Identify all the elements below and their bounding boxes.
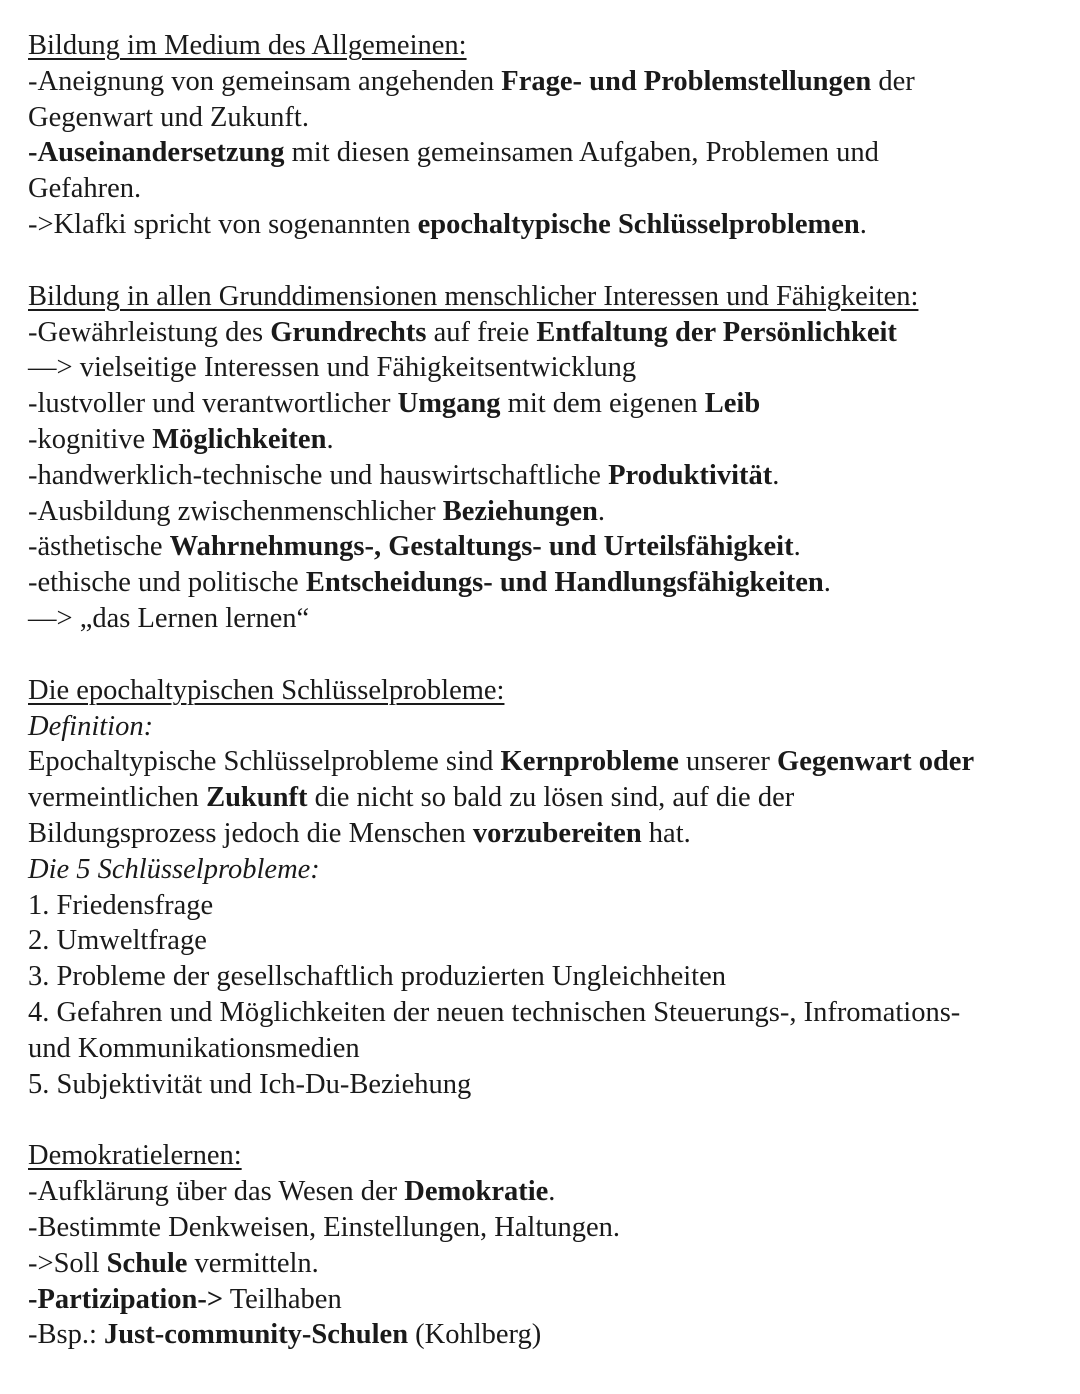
text-line: [28, 565, 1060, 601]
bold-term: Gegenwart oder: [777, 746, 975, 778]
text-line: [28, 1210, 1060, 1246]
text-line: [28, 601, 1060, 637]
text-segment: und Kommunikationsmedien: [28, 1032, 360, 1064]
text-segment: ->Soll: [28, 1247, 107, 1279]
text-line: [28, 959, 1060, 995]
text-segment: hat.: [641, 817, 691, 849]
text-segment: -Bsp.:: [28, 1319, 105, 1351]
bold-term: Entscheidungs- und Handlungsfähigkeiten: [305, 567, 824, 599]
text-segment: -ethische und politische: [28, 567, 306, 599]
section-1: [28, 28, 1060, 243]
bold-term: Produktivität: [608, 459, 773, 491]
text-segment: .: [772, 459, 780, 491]
text-segment: .: [597, 495, 606, 527]
bold-term: Beziehungen: [442, 495, 598, 527]
text-segment: 5. Subjektivität und Ich-Du-Beziehung: [28, 1068, 472, 1100]
text-line: [28, 888, 1060, 924]
text-line: [28, 1174, 1060, 1210]
text-segment: -handwerklich-technische und hauswirtschaftliche: [28, 459, 609, 491]
section-2: [28, 279, 1060, 637]
text-segment: —> „das Lernen lernen“: [28, 602, 310, 634]
text-segment: .: [793, 531, 801, 563]
text-segment: —> vielseitige Interessen und Fähigkeitsentwicklung: [28, 352, 637, 384]
text-line: [28, 1031, 1060, 1067]
italic-label: Definition:: [28, 710, 154, 742]
text-segment: -lustvoller und verantwortlicher: [28, 388, 398, 420]
bold-term: Entfaltung der Persönlichkeit: [536, 316, 897, 348]
text-segment: -Aneignung von gemeinsam angehenden: [28, 65, 502, 97]
text-line: [28, 780, 1060, 816]
bold-term: vorzubereiten: [472, 817, 642, 849]
italic-label: Die 5 Schlüsselprobleme:: [28, 853, 320, 885]
text-line: [28, 995, 1060, 1031]
text-line: [28, 386, 1060, 422]
section-gap: [28, 637, 1060, 673]
text-segment: .: [859, 208, 867, 240]
text-segment: der: [871, 65, 915, 97]
text-segment: vermeintlichen: [28, 782, 207, 814]
text-line: [28, 135, 1060, 171]
text-segment: Teilhaben: [223, 1283, 342, 1315]
bold-term: Grundrechts: [270, 316, 427, 348]
text-line: [28, 529, 1060, 565]
text-line: [28, 315, 1060, 351]
text-line: [28, 350, 1060, 386]
text-segment: .: [823, 567, 831, 599]
bold-term: Möglichkeiten: [152, 423, 327, 455]
text-line: [28, 1282, 1060, 1318]
text-segment: unserer: [678, 746, 778, 778]
text-segment: -Gewährleistung des: [28, 316, 271, 348]
text-line: [28, 1317, 1060, 1353]
text-segment: -ästhetische: [28, 531, 170, 563]
text-line: [28, 494, 1060, 530]
text-segment: Gefahren.: [28, 173, 142, 205]
text-line: [28, 422, 1060, 458]
text-segment: 1. Friedensfrage: [28, 889, 214, 921]
text-segment: -kognitive: [28, 423, 153, 455]
text-segment: ->Klafki spricht von sogenannten: [28, 208, 418, 240]
text-line: [28, 1246, 1060, 1282]
bold-term: Zukunft: [206, 782, 308, 814]
text-segment: die nicht so bald zu lösen sind, auf die der: [307, 782, 795, 814]
text-segment: (Kohlberg): [408, 1319, 542, 1351]
section-heading: Demokratielernen:: [28, 1140, 242, 1172]
bold-term: Just-community-Schulen: [104, 1319, 409, 1351]
text-line: [28, 709, 1060, 745]
text-segment: 3. Probleme der gesellschaftlich produzierten Ungleichheiten: [28, 961, 726, 993]
bold-term: Kernprobleme: [500, 746, 679, 778]
text-line: [28, 100, 1060, 136]
text-segment: Bildungsprozess jedoch die Menschen: [28, 817, 473, 849]
bold-term: Leib: [704, 388, 761, 420]
text-segment: Epochaltypische Schlüsselprobleme sind: [28, 746, 501, 778]
text-segment: Gegenwart und Zukunft.: [28, 101, 309, 133]
text-segment: -Ausbildung zwischenmenschlicher: [28, 495, 443, 527]
section-gap: [28, 243, 1060, 279]
text-line: [28, 207, 1060, 243]
section-heading: Bildung im Medium des Allgemeinen:: [28, 30, 467, 61]
bold-term: Wahrnehmungs-, Gestaltungs- und Urteilsfähigkeit: [169, 531, 794, 563]
bold-term: epochaltypische Schlüsselproblemen: [417, 208, 860, 240]
text-line: [28, 171, 1060, 207]
text-segment: .: [548, 1176, 556, 1208]
text-line: [28, 458, 1060, 494]
section-heading: Bildung in allen Grunddimensionen menschlicher Interessen und Fähigkeiten:: [28, 280, 919, 312]
text-line: [28, 744, 1060, 780]
text-segment: mit diesen gemeinsamen Aufgaben, Problemen und: [284, 137, 879, 169]
section-heading: Die epochaltypischen Schlüsselprobleme:: [28, 674, 505, 706]
text-segment: -Aufklärung über das Wesen der: [28, 1176, 405, 1208]
text-segment: .: [326, 423, 334, 455]
bold-term: Demokratie: [404, 1176, 549, 1208]
text-line: [28, 923, 1060, 959]
text-line: [28, 852, 1060, 888]
text-line: [28, 64, 1060, 100]
bold-term: Schule: [106, 1247, 188, 1279]
bold-term: -Auseinandersetzung: [28, 137, 285, 169]
text-segment: mit dem eigenen: [500, 388, 705, 420]
section-3: [28, 673, 1060, 1103]
text-segment: -Bestimmte Denkweisen, Einstellungen, Haltungen.: [28, 1211, 621, 1243]
text-line: [28, 816, 1060, 852]
section-4: [28, 1138, 1060, 1353]
text-segment: auf freie: [426, 316, 537, 348]
text-segment: 2. Umweltfrage: [28, 925, 207, 957]
section-gap: [28, 1102, 1060, 1138]
text-line: [28, 1067, 1060, 1103]
bold-term: Frage- und Problemstellungen: [501, 65, 872, 97]
text-segment: vermitteln.: [187, 1247, 319, 1279]
bold-term: Umgang: [397, 388, 501, 420]
text-segment: 4. Gefahren und Möglichkeiten der neuen technischen Steuerungs-, Infromations-: [28, 996, 961, 1028]
bold-term: -Partizipation->: [28, 1283, 224, 1315]
